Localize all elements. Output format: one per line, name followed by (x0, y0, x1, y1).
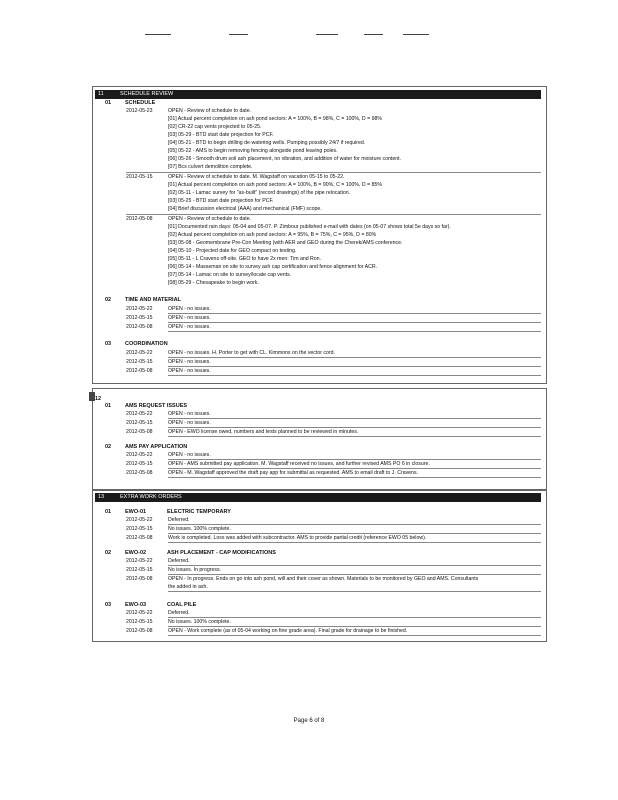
divider (168, 427, 541, 428)
divider (168, 375, 541, 376)
section-bar (95, 90, 541, 99)
divider (168, 322, 541, 323)
divider (168, 533, 541, 534)
subsection-heading: 03 COORDINATION (105, 341, 168, 347)
subsection-heading: 02 TIME AND MATERIAL (105, 297, 181, 303)
divider (168, 617, 541, 618)
divider (168, 331, 541, 332)
divider (168, 418, 541, 419)
header-line (316, 34, 338, 35)
subsection-heading: 02 EWO-02 ASH PLACEMENT - CAP MODIFICATIONS (105, 550, 276, 556)
section-number: 11 (98, 91, 104, 97)
divider (126, 172, 541, 173)
subsection-heading: 01 AMS REQUEST ISSUES (105, 403, 188, 409)
divider (168, 626, 541, 627)
divider (168, 468, 541, 469)
divider (168, 542, 541, 543)
section-title: EXTRA WORK ORDERS (120, 494, 182, 500)
divider (168, 477, 541, 478)
subsection-heading: 01 SCHEDULE (105, 100, 156, 106)
section-bar (95, 493, 541, 502)
header-line (364, 34, 383, 35)
subsection-heading: 01 EWO-01 ELECTRIC TEMPORARY (105, 509, 231, 515)
section-number: 13 (98, 494, 105, 500)
divider (168, 524, 541, 525)
section-title: SCHEDULE REVIEW (120, 91, 174, 97)
divider (168, 565, 541, 566)
divider (168, 366, 541, 367)
page-number: Page 6 of 8 (293, 718, 325, 724)
header-line (403, 34, 429, 35)
divider (168, 574, 541, 575)
divider (168, 591, 541, 592)
header-line (229, 34, 248, 35)
divider (168, 635, 541, 636)
divider (168, 313, 541, 314)
divider (168, 436, 541, 437)
header-line (145, 34, 171, 35)
section-number: 12 (95, 396, 102, 402)
subsection-heading: 02 AMS PAY APPLICATION (105, 444, 188, 450)
divider (168, 459, 541, 460)
divider (168, 357, 541, 358)
divider (126, 214, 541, 215)
subsection-heading: 03 EWO-03 COAL PILE (105, 602, 197, 608)
